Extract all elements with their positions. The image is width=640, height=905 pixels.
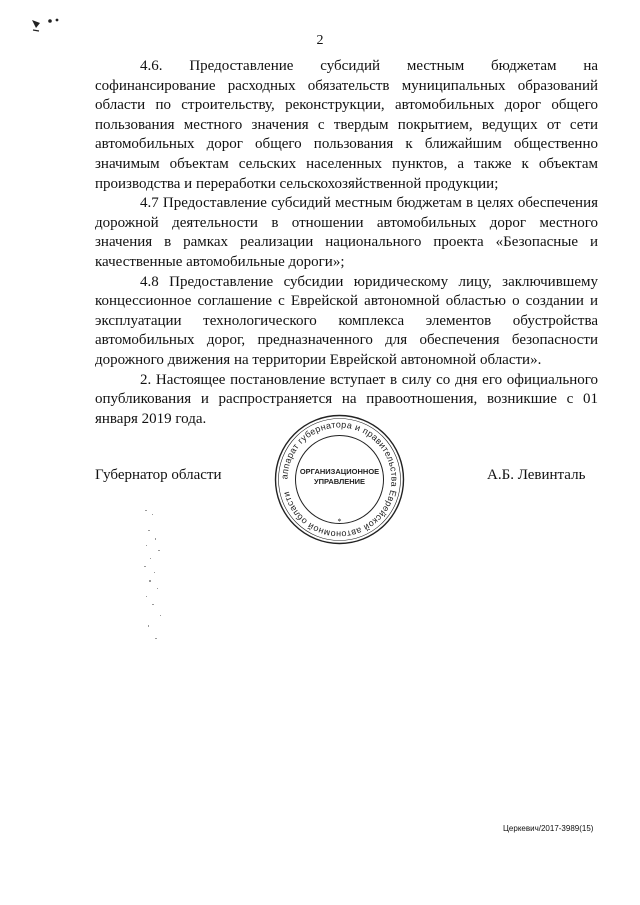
stamp-center-line2: УПРАВЛЕНИЕ bbox=[313, 477, 366, 486]
scan-mark-icon bbox=[30, 14, 70, 34]
paragraph-4-6: 4.6. Предоставление субсидий местным бюджетам на софинансирование расходных обязательств муниципальных образований области по строительству, реконструкции, автомобильных дорог общего пользования местного значения с твердым покрытием, ведущих от сети автомобильных дорог общего пользования к ближайшим общественно значимым объектам сельских населенных пунктов, а также к объектам производства и переработки сельскохозяйственной продукции; bbox=[95, 58, 598, 192]
page-number: 2 bbox=[316, 33, 324, 48]
official-stamp bbox=[272, 412, 407, 547]
signature-name: А.Б. Левинталь bbox=[487, 467, 586, 483]
paragraph-2: 2. Настоящее постановление вступает в силу со дня его официального опубликования и распространяется на правоотношения, возникшие с 01 января 2019 года. bbox=[95, 371, 598, 427]
footer-reference: Церкевич/2017-3989(15) bbox=[503, 824, 594, 833]
svg-text:*: * bbox=[337, 517, 342, 526]
signature-title: Губернатор области bbox=[95, 467, 222, 483]
scan-noise bbox=[140, 500, 180, 650]
body-text bbox=[95, 57, 598, 429]
stamp-ring-text: аппарат губернатора и правительства Еврейской автономной области bbox=[279, 419, 400, 540]
stamp-center-line1: ОРГАНИЗАЦИОННОЕ bbox=[299, 467, 380, 476]
paragraph-4-8: 4.8 Предоставление субсидии юридическому лицу, заключившему концессионное соглашение с Еврейской автономной областью о создании и эксплуатации технологического комплекса элементов обустройства автомобильных дорог, предназначенного для обеспечения безопасности дорожного движения на территории Еврейской автономной области». bbox=[95, 273, 598, 368]
paragraph-4-7: 4.7 Предоставление субсидий местным бюджетам в целях обеспечения дорожной деятельности в отношении автомобильных дорог местного значения в рамках реализации национального проекта «Безопасные и качественные автомобильные дороги»; bbox=[95, 195, 598, 270]
